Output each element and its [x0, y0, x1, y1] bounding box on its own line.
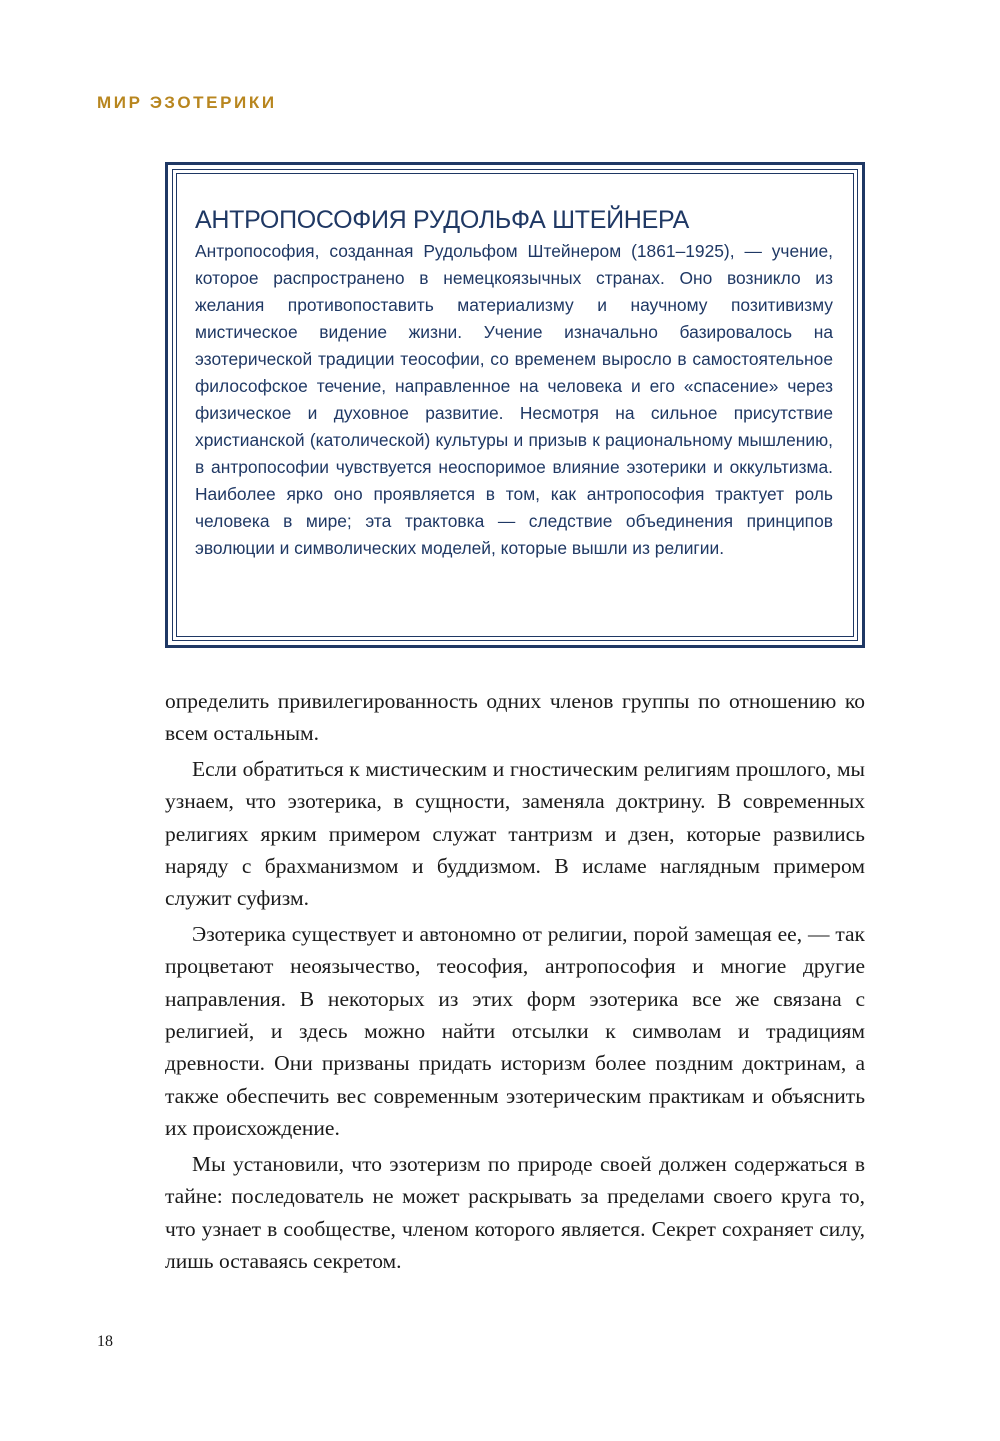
page-number: 18	[97, 1333, 113, 1350]
sidebar-frame	[172, 169, 858, 641]
sidebar-box	[165, 162, 865, 648]
sidebar-content	[176, 173, 854, 637]
sidebar-text: Антропософия, созданная Рудольфом Штейнером (1861–1925), — учение, которое распространено в немецкоязычных странах. Оно возникло из желания противопоставить материализму и научному позитивизму мистическое видение жизни. Учение изначально базировалось на эзотерической традиции теософии, со временем выросло в самостоятельное философское течение, направленное на человека и его «спасение» через физическое и духовное развитие. Несмотря на сильное присутствие христианской (католической) культуры и призыв к рациональному мышлению, в антропософии чувствуется неоспоримое влияние эзотерики и оккультизма. Наиболее ярко оно проявляется в том, как антропософия трактует роль человека в мире; эта трактовка — следствие объединения принципов эволюции и символических моделей, которые вышли из религии.	[195, 241, 833, 558]
running-head: МИР ЭЗОТЕРИКИ	[97, 93, 277, 112]
body-paragraph: Мы установили, что эзотеризм по природе своей должен содержаться в тайне: последователь не может раскрывать за пределами своего круга то, что узнает в сообществе, членом которого является. Секрет сохраняет силу, лишь оставаясь секретом.	[165, 1151, 865, 1273]
body-paragraph: Если обратиться к мистическим и гностическим религиям прошлого, мы узнаем, что эзотерика, в сущности, заменяла доктрину. В современных религиях ярким примером служат тантризм и дзен, которые развились наряду с брахманизмом и буддизмом. В исламе наглядным примером служит суфизм.	[165, 756, 865, 911]
body-paragraph: Эзотерика существует и автономно от религии, порой замещая ее, — так процветают неоязычество, теософия, антропософия и многие другие направления. В некоторых из этих форм эзотерика все же связана с религией, и здесь можно найти отсылки к символам и традициям древности. Они призваны придать историзм более поздним доктринам, а также обеспечить вес современным эзотерическим практикам и объяснить их происхождение.	[165, 921, 865, 1141]
body-text	[165, 685, 865, 1277]
body-paragraph: определить привилегированность одних членов группы по отношению ко всем остальным.	[165, 689, 865, 746]
sidebar-title: АНТРОПОСОФИЯ РУДОЛЬФА ШТЕЙНЕРА	[195, 206, 690, 234]
